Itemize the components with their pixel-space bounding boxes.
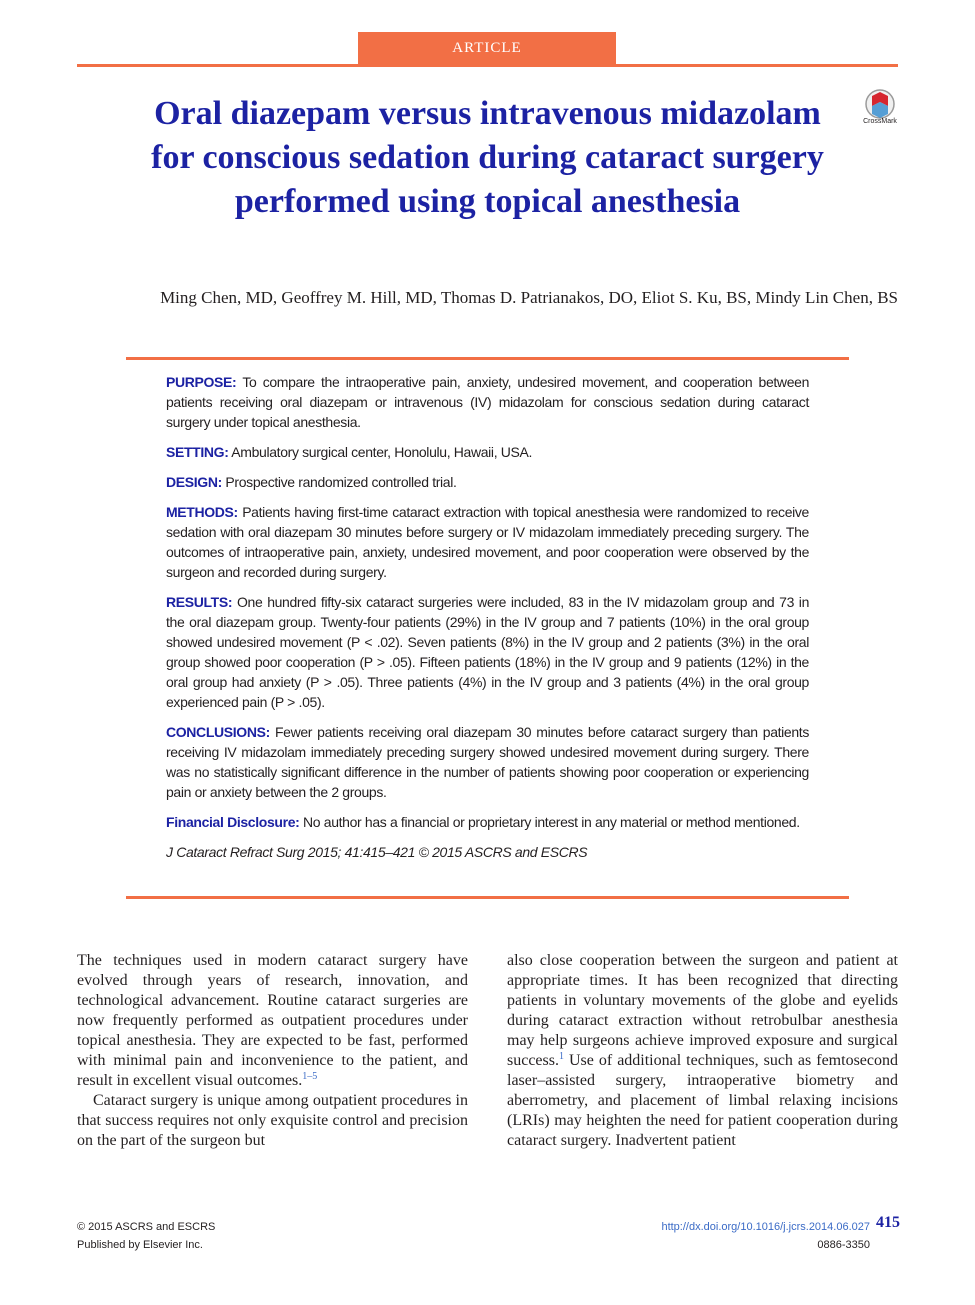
results-text: One hundred fifty-six cataract surgeries were included, 83 in the IV midazolam group and 73 in the oral diazepam group. Twenty-four patients (29%) in the IV group and 7 patients (10%) in the oral group showed undesired movement (P < .02). Seven patients (8%) in the IV group and 2 patients (3%) in the oral group showed poor cooperation (P > .05). Fifteen patients (18%) in the IV group and 9 patients (12%) in the oral group had anxiety (P > .05). Three patients (4%) in the IV group and 3 patients (4%) in the oral group experienced pain (P > .05). <box>166 594 809 710</box>
journal-citation: J Cataract Refract Surg 2015; 41:415–421 © 2015 ASCRS and ESCRS <box>166 844 588 860</box>
setting-label: SETTING: <box>166 444 229 460</box>
conclusions-label: CONCLUSIONS: <box>166 724 270 740</box>
design-label: DESIGN: <box>166 474 222 490</box>
disclosure-text: No author has a financial or proprietary interest in any material or method mentioned. <box>299 814 800 830</box>
design-text: Prospective randomized controlled trial. <box>221 474 457 490</box>
body-paragraph <box>507 951 898 1151</box>
footer-left <box>77 1218 215 1254</box>
abstract-purpose <box>166 372 809 432</box>
publisher: Published by Elsevier Inc. <box>77 1239 203 1251</box>
methods-label: METHODS: <box>166 504 238 520</box>
page-number: 415 <box>876 1214 900 1231</box>
article-type-tag: ARTICLE <box>358 32 616 65</box>
conclusions-text: Fewer patients receiving oral diazepam 30 minutes before cataract surgery than patients receiving IV midazolam immediately preceding surgery showed undesired movement during surgery. There was no statistically significant difference in the number of patients showing poor cooperation or experiencing pain or anxiety between the 2 groups. <box>166 724 809 800</box>
footer-right <box>560 1218 870 1254</box>
body-column-left <box>77 951 468 1151</box>
results-label: RESULTS: <box>166 594 233 610</box>
reference-link[interactable]: 1 <box>558 1051 564 1062</box>
body-text: Use of additional techniques, such as femtosecond laser–assisted surgery, intraoperative biometry and aberrometry, and placement of limbal relaxing incisions (LRIs) may heighten the need for patient cooperation during cataract surgery. Inadvertent patient <box>507 1052 898 1149</box>
abstract-setting <box>166 442 809 462</box>
body-text: also close cooperation between the surgeon and patient at appropriate times. It has been recognized that directing patients in voluntary movements of the globe and eyelids during cataract extraction without retrobulbar anesthesia may help surgeons achieve improved exposure and surgical success. <box>507 952 898 1069</box>
crossmark-label: CrossMark <box>863 118 897 125</box>
body-paragraph: Cataract surgery is unique among outpatient procedures in that success requires not only exquisite control and precision on the part of the surgeon but <box>77 1092 468 1149</box>
abstract-methods <box>166 502 809 582</box>
abstract-design <box>166 472 809 492</box>
body-text: The techniques used in modern cataract surgery have evolved through years of research, innovation, and technological advancement. Routine cataract surgeries are now frequently performed as outpatient procedures under topical anesthesia. They are expected to be fast, performed with minimal pain and inconvenience to the patient, and result in excellent visual outcomes. <box>77 952 468 1089</box>
methods-text: Patients having first-time cataract extraction with topical anesthesia were randomized to receive sedation with oral diazepam 30 minutes before surgery or IV midazolam immediately preceding surgery. The outcomes of intraoperative pain, anxiety, undesired movement, and poor cooperation were observed by the surgeon and recorded during surgery. <box>166 504 809 580</box>
abstract-bottom-rule <box>126 896 849 899</box>
reference-link[interactable]: 1–5 <box>302 1071 318 1082</box>
disclosure-label: Financial Disclosure: <box>166 814 300 830</box>
setting-text: Ambulatory surgical center, Honolulu, Hawaii, USA. <box>228 444 533 460</box>
header-rule <box>77 64 898 67</box>
abstract-conclusions <box>166 722 809 802</box>
body-column-right <box>507 951 898 1151</box>
abstract-results <box>166 592 809 712</box>
purpose-label: PURPOSE: <box>166 374 237 390</box>
copyright: © 2015 ASCRS and ESCRS <box>77 1221 216 1233</box>
purpose-text: To compare the intraoperative pain, anxiety, undesired movement, and cooperation between patients receiving oral diazepam or intravenous (IV) midazolam for conscious sedation during cataract surgery under topical anesthesia. <box>166 374 809 430</box>
article-title: Oral diazepam versus intravenous midazolam for conscious sedation during cataract surgery performed using topical anesthesia <box>151 95 824 220</box>
body-paragraph <box>77 951 468 1091</box>
issn: 0886-3350 <box>817 1239 870 1251</box>
abstract <box>166 372 809 872</box>
abstract-disclosure <box>166 812 809 832</box>
author-list: Ming Chen, MD, Geoffrey M. Hill, MD, Thomas D. Patrianakos, DO, Eliot S. Ku, BS, Mindy Lin Chen, BS <box>160 288 898 307</box>
abstract-top-rule <box>126 357 849 360</box>
doi-link[interactable]: http://dx.doi.org/10.1016/j.jcrs.2014.06.027 <box>661 1221 870 1233</box>
